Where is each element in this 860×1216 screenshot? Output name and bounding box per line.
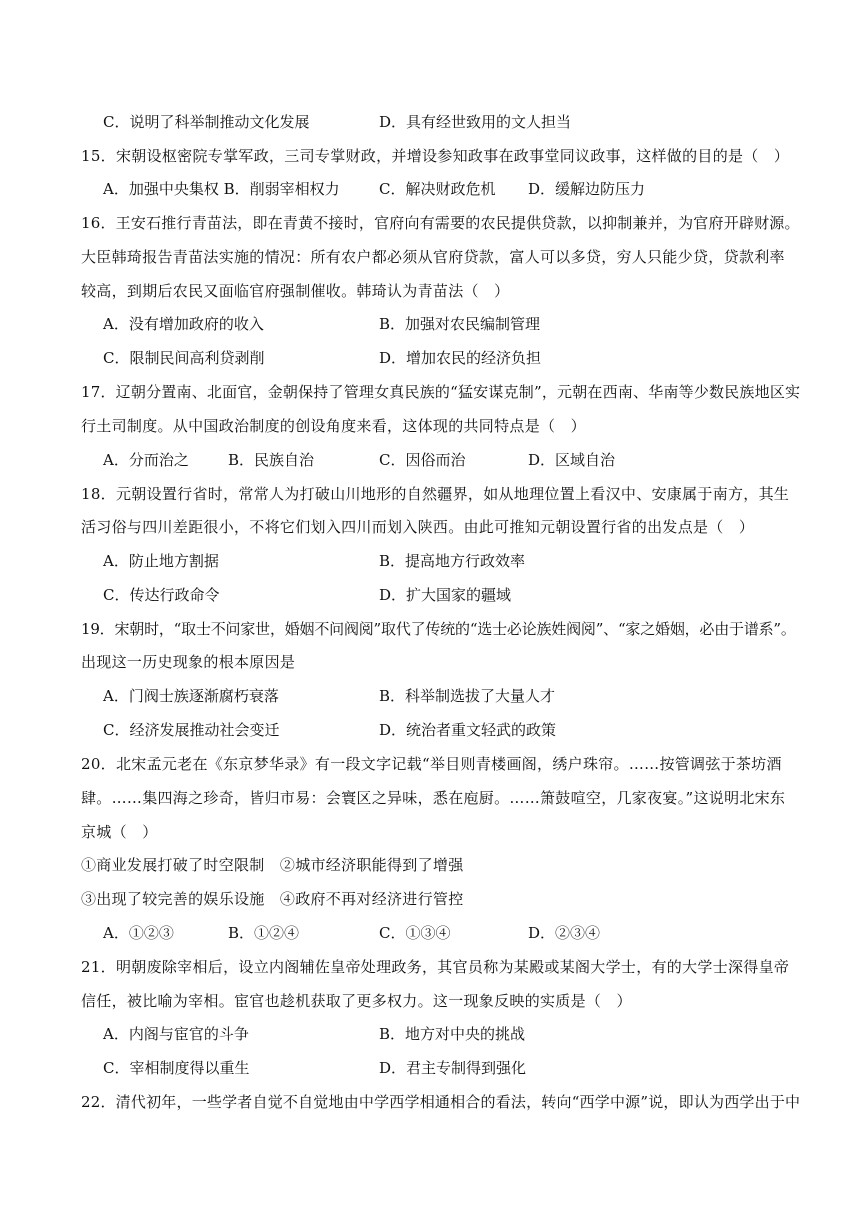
- q22-stem-line-1: 22．清代初年，一些学者自觉不自觉地由中学西学相通相合的看法，转向“西学中源”说，即认为西学出于中: [81, 1093, 801, 1111]
- q18-option-d: D．扩大国家的疆域: [379, 586, 512, 604]
- q18-stem-line-1: 18．元朝设置行省时，常常人为打破山川地形的自然疆界，如从地理位置上看汉中、安康属于南方，其生: [81, 485, 790, 503]
- q16-option-c: C．限制民间高利贷剥削: [103, 349, 265, 367]
- q17-stem-line-2: 行土司制度。从中国政治制度的创设角度来看，这体现的共同特点是（ ）: [81, 417, 586, 435]
- q21-stem-line-2: 信任，被比喻为宰相。宦官也趁机获取了更多权力。这一现象反映的实质是（ ）: [81, 992, 632, 1010]
- q18-option-b: B．提高地方行政效率: [379, 552, 526, 570]
- q18-stem-line-2: 活习俗与四川差距很小，不将它们划入四川而划入陕西。由此可推知元朝设置行省的出发点是（ ）: [81, 518, 755, 536]
- q17-option-a: A．分而治之: [103, 451, 189, 469]
- q19-option-a: A．门阀士族逐渐腐朽衰落: [103, 687, 279, 705]
- q16-stem-line-2: 大臣韩琦报告青苗法实施的情况：所有农户都必须从官府贷款，富人可以多贷，穷人只能少贷，贷款利率: [81, 248, 785, 266]
- q19-option-c: C．经济发展推动社会变迁: [103, 721, 280, 739]
- q15-option-d: D．缓解边防压力: [528, 180, 646, 198]
- q17-option-b: B．民族自治: [228, 451, 315, 469]
- q16-option-a: A．没有增加政府的收入: [103, 315, 264, 333]
- q19-stem-line-2: 出现这一历史现象的根本原因是: [81, 653, 296, 671]
- q17-option-d: D．区域自治: [528, 451, 616, 469]
- q16-stem-line-1: 16．王安石推行青苗法，即在青黄不接时，官府向有需要的农民提供贷款，以抑制兼并，为官府开辟财源。: [81, 214, 800, 232]
- q15-stem-line-1: 15．宋朝设枢密院专掌军政，三司专掌财政，并增设参知政事在政事堂同议政事，这样做的目的是（ ）: [81, 147, 790, 165]
- q20-statement-1-2: ①商业发展打破了时空限制 ②城市经济职能得到了增强: [81, 856, 464, 874]
- q21-option-a: A．内阁与宦官的斗争: [103, 1025, 249, 1043]
- q20-stem-line-1: 20．北宋孟元老在《东京梦华录》有一段文字记载“举目则青楼画阁，绣户珠帘。……按管调弦于茶坊酒: [81, 755, 782, 773]
- q20-stem-line-3: 京城（ ）: [81, 823, 158, 841]
- q20-option-b: B．①②④: [228, 924, 300, 942]
- q21-option-d: D．君主专制得到强化: [379, 1059, 527, 1077]
- q17-stem-line-1: 17．辽朝分置南、北面官，金朝保持了管理女真民族的“猛安谋克制”，元朝在西南、华南等少数民族地区实: [81, 383, 801, 401]
- q21-option-c: C．宰相制度得以重生: [103, 1059, 250, 1077]
- q19-option-b: B．科举制选拔了大量人才: [379, 687, 556, 705]
- q19-option-d: D．统治者重文轻武的政策: [379, 721, 557, 739]
- q18-option-c: C．传达行政命令: [103, 586, 220, 604]
- q14-option-c: C．说明了科举制推动文化发展: [103, 113, 310, 131]
- q14-option-d: D．具有经世致用的文人担当: [379, 113, 572, 131]
- q15-option-ab: A．加强中央集权 B．削弱宰相权力: [103, 180, 340, 198]
- q20-stem-line-2: 肆。……集四海之珍奇，皆归市易：会寰区之异味，悉在庖厨。……箫鼓喧空，几家夜宴。”这说明北宋东: [81, 789, 786, 807]
- q21-option-b: B．地方对中央的挑战: [379, 1025, 526, 1043]
- q15-option-c: C．解决财政危机: [379, 180, 496, 198]
- q20-statement-3-4: ③出现了较完善的娱乐设施 ④政府不再对经济进行管控: [81, 890, 464, 908]
- q20-option-d: D．②③④: [528, 924, 601, 942]
- q21-stem-line-1: 21．明朝废除宰相后，设立内阁辅佐皇帝处理政务，其官员称为某殿或某阁大学士，有的大学士深得皇帝: [81, 958, 790, 976]
- q16-option-d: D．增加农民的经济负担: [379, 349, 542, 367]
- q16-option-b: B．加强对农民编制管理: [379, 315, 541, 333]
- q18-option-a: A．防止地方割据: [103, 552, 219, 570]
- q20-option-a: A．①②③: [103, 924, 174, 942]
- q19-stem-line-1: 19．宋朝时，“取士不问家世，婚姻不问阀阅”取代了传统的“选士必论族姓阀阅”、“家之婚姻，必由于谱系”。: [81, 620, 796, 638]
- q20-option-c: C．①③④: [379, 924, 451, 942]
- q17-option-c: C．因俗而治: [379, 451, 466, 469]
- q16-stem-line-3: 较高，到期后农民又面临官府强制催收。韩琦认为青苗法（ ）: [81, 282, 510, 300]
